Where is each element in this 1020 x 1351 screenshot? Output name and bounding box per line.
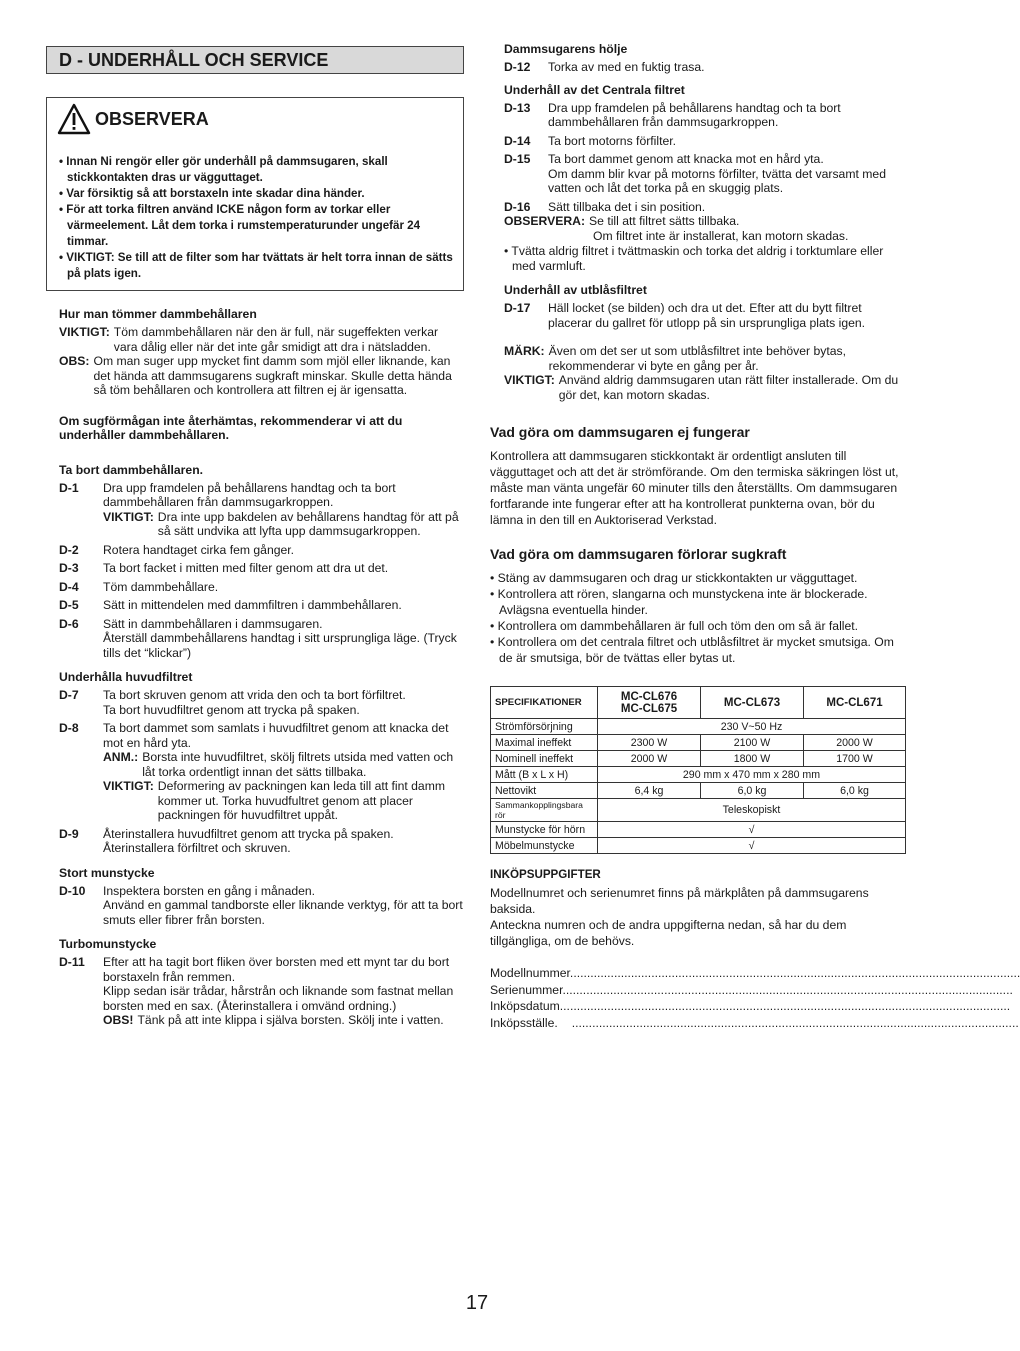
step-code: D-3: [59, 561, 79, 575]
observera-text: Se till att filtret sätts tillbaka.: [589, 214, 740, 228]
spec-value: 2000 W: [598, 751, 701, 767]
spec-value: 1800 W: [701, 751, 804, 767]
central-filter-heading: Underhåll av det Centrala filtret: [504, 82, 685, 97]
empty-container-heading: Hur man tömmer dammbehållaren: [59, 307, 257, 321]
purchase-text: Anteckna numren och de andra uppgifterna nedan, så har du dem tillgängliga, om de behövs.: [490, 918, 847, 948]
step-text: Töm dammbehållare.: [103, 579, 219, 594]
spec-row: [491, 719, 906, 735]
step-row: [59, 580, 464, 595]
step-row: [59, 598, 464, 613]
step-code: D-14: [504, 133, 531, 148]
spec-table: [490, 686, 906, 854]
step-row: [59, 721, 464, 823]
step-row: [504, 101, 908, 130]
step-text: Klipp sedan isär trådar, hårstrån och liknande som fastnat mellan borsten med en sax. (Återinstallera i omvänd ordning.): [103, 984, 454, 1013]
warning-bullet: • Tvätta aldrig filtret i tvättmaskin och torka det aldrig i torktumlare eller med varmluft.: [504, 244, 884, 273]
purchase-text: Modellnumret och serienumret finns på märkplåten på dammsugarens baksida.: [490, 886, 869, 916]
step-code: D-8: [59, 721, 79, 735]
step-text: Torka av med en fuktig trasa.: [548, 60, 705, 74]
spec-value: 290 mm x 470 mm x 280 mm: [598, 767, 906, 783]
anm-label: ANM.:: [103, 750, 139, 764]
field-dots: ....................................................................................................................................: [563, 999, 1011, 1013]
spec-header-cell: MC-CL673: [701, 687, 804, 719]
field-label: Inköpsställe.: [490, 1015, 558, 1030]
spec-label: Mått (B x L x H): [491, 767, 598, 783]
step-code: D-5: [59, 598, 79, 612]
viktigt-text: Dra inte upp bakdelen av behållarens handtag för att på så sätt undvika att lyfta upp dammsugarkroppen.: [157, 509, 459, 538]
field-label: Inköpsdatum.: [490, 999, 564, 1013]
spec-value: 2100 W: [701, 735, 804, 751]
step-text: Häll locket (se bilden) och dra ut det. Efter att du bytt filtret placerar du gallret för utlopp på sin ursprungliga plats igen.: [548, 301, 866, 330]
step-row: [504, 200, 908, 215]
obs-label: OBS:: [59, 354, 90, 368]
field-label: Serienummer.: [490, 982, 566, 997]
step-text: Sätt in mittendelen med dammfiltren i dammbehållaren.: [103, 598, 402, 612]
step-row: [59, 543, 464, 558]
step-text: Dra upp framdelen på behållarens handtag och ta bort dammbehållaren från dammsugarkroppen.: [103, 480, 396, 509]
viktigt-label: VIKTIGT:: [59, 325, 110, 339]
warning-item: • För att torka filtren använd ICKE någon form av torkar eller värmeelement. Låt dem torka i rumstemperaturunder ungefär 24 timmar.: [59, 203, 421, 248]
turbo-nozzle-heading: Turbomunstycke: [59, 937, 157, 951]
step-row: [59, 617, 464, 661]
warning-item: • Innan Ni rengör eller gör underhåll på dammsugaren, skall stickkontakten dras ur vägguttaget.: [59, 155, 388, 184]
suction-bullet: • Kontrollera om det centrala filtret och utblåsfiltret är mycket smutsiga. Om de är smutsiga, bör de tvättas eller bytas ut.: [490, 635, 894, 665]
viktigt-label: VIKTIGT:: [103, 779, 154, 793]
viktigt-text: Använd aldrig dammsugaren utan rätt filter installerade. Om du gör det, kan motorn skadas.: [558, 373, 899, 402]
spec-header-cell: MC-CL671: [804, 687, 906, 719]
spec-header-cell: [598, 687, 701, 719]
spec-label: Möbelmunstycke: [491, 838, 598, 854]
right-column: [504, 40, 908, 402]
step-code: D-16: [504, 199, 531, 214]
step-text: Använd en gammal tandborste eller liknande verktyg, för att ta bort smuts eller fibrer från borsten.: [103, 898, 463, 927]
spec-value: 6,0 kg: [701, 783, 804, 799]
spec-header-cell: SPECIFIKATIONER: [491, 687, 598, 719]
observera-label: OBSERVERA:: [504, 214, 586, 228]
step-code: D-10: [59, 883, 86, 898]
observera-text: Om filtret inte är installerat, kan motorn skadas.: [593, 228, 849, 243]
step-code: D-11: [59, 955, 85, 969]
step-text: Inspektera borsten en gång i månaden.: [103, 883, 316, 898]
spec-label: Nettovikt: [491, 783, 598, 799]
spec-header-row: [491, 687, 906, 719]
mark-label: MÄRK:: [504, 344, 545, 358]
step-code: D-15: [504, 152, 531, 166]
spec-label: Maximal ineffekt: [491, 735, 598, 751]
spec-value: √: [598, 822, 906, 838]
step-text: Återinstallera förfiltret och skruven.: [103, 841, 291, 855]
model-label: MC-CL675: [620, 702, 678, 715]
spec-value: 2000 W: [804, 735, 906, 751]
step-text: Ta bort dammet genom att knacka mot en hård yta.: [548, 152, 824, 166]
spec-row: [491, 783, 906, 799]
step-text: Återställ dammbehållarens handtag i sitt ursprungliga läge. (Tryck tills det “klickar”): [103, 631, 457, 660]
step-text: Ta bort dammet som samlats i huvudfiltret genom att knacka det mot en hård yta.: [103, 721, 449, 750]
field-dots: ....................................................................................................................................: [571, 1015, 1019, 1030]
field-label: Modellnummer.: [490, 966, 574, 980]
field-dots: ....................................................................................................................................: [573, 966, 1020, 980]
step-text: Ta bort skruven genom att vrida den och ta bort förfiltret.: [103, 688, 406, 702]
step-text: Ta bort motorns förfilter.: [548, 133, 677, 148]
warning-title: OBSERVERA: [95, 108, 209, 129]
spec-value: √: [598, 838, 906, 854]
suction-note: Om sugförmågan inte återhämtas, rekommenderar vi att du underhåller dammbehållaren.: [59, 413, 403, 442]
step-row: [504, 134, 908, 149]
purchase-field: [490, 1015, 1019, 1032]
right-column-lower: [490, 424, 1020, 1031]
spec-value: 230 V~50 Hz: [598, 719, 906, 735]
left-column: [46, 40, 464, 1032]
anm-text: Borsta inte huvudfiltret, skölj filtrets utsida med vatten och låt torka ordentligt innan det sätts tillbaka.: [142, 750, 454, 779]
step-row: [59, 561, 464, 576]
spec-row: [491, 799, 906, 822]
suction-bullet: • Kontrollera om dammbehållaren är full och töm den om så är fallet.: [490, 619, 859, 633]
warning-item: • VIKTIGT: Se till att de filter som har tvättats är helt torra innan de sätts på plats igen.: [59, 251, 453, 280]
step-text: Sätt tillbaka det i sin position.: [548, 199, 706, 214]
step-code: D-7: [59, 688, 79, 702]
step-row: [504, 301, 908, 330]
warning-triangle-icon: [57, 103, 91, 135]
main-filter-heading: Underhålla huvudfiltret: [59, 670, 193, 684]
spec-value: 6,4 kg: [598, 783, 701, 799]
step-code: D-2: [59, 542, 79, 557]
step-text: Rotera handtaget cirka fem gånger.: [103, 542, 295, 557]
purchase-field: [490, 965, 1020, 982]
suction-bullet: • Stäng av dammsugaren och drag ur stickkontakten ur vägguttaget.: [490, 571, 858, 585]
step-row: [504, 152, 908, 196]
step-code: D-12: [504, 60, 531, 74]
field-dots: ....................................................................................................................................: [565, 982, 1013, 997]
spec-row: [491, 822, 906, 838]
step-code: D-9: [59, 826, 79, 841]
step-row: [504, 60, 908, 75]
step-code: D-6: [59, 616, 79, 631]
obs-text: Om man suger upp mycket fint damm som mjöl eller liknande, kan det hända att dammsugarens sugkraft minskar. Skulle detta hända så töm behållaren och kontrollera att filtren ej är igensatta.: [93, 354, 452, 397]
cover-heading: Dammsugarens hölje: [504, 42, 628, 56]
step-code: D-1: [59, 480, 79, 495]
section-header: D - UNDERHÅLL OCH SERVICE: [46, 46, 464, 74]
page-number: 17: [465, 1292, 489, 1314]
warning-item: • Var försiktig så att borstaxeln inte skadar dina händer.: [59, 187, 365, 200]
spec-label: Munstycke för hörn: [491, 822, 598, 838]
step-row: [59, 955, 464, 1028]
step-text: Ta bort huvudfiltret genom att trycka på spaken.: [103, 702, 360, 717]
step-row: [59, 884, 464, 928]
step-text: Ta bort facket i mitten med filter genom att dra ut det.: [103, 561, 389, 575]
suction-bullet: • Kontrollera att rören, slangarna och munstyckena inte är blockerade. Avlägsna eventuella hinder.: [490, 587, 868, 617]
step-text: Om damm blir kvar på motorns förfilter, tvätta det varsamt med vatten och låt det torka på en skuggig plats.: [548, 166, 886, 195]
big-nozzle-heading: Stort munstycke: [59, 865, 155, 880]
spec-value: 2300 W: [598, 735, 701, 751]
spec-row: [491, 767, 906, 783]
step-code: D-17: [504, 301, 531, 315]
step-text: Dra upp framdelen på behållarens handtag och ta bort dammbehållaren från dammsugarkroppen.: [548, 100, 841, 129]
spec-label: Sammankopplingsbara rör: [491, 799, 598, 822]
step-row: [59, 688, 464, 717]
purchase-field: [490, 982, 1013, 999]
viktigt-text: Deformering av packningen kan leda till att fint damm kommer ut. Torka huvudfultret genom att placer packningen för huvudfiltret uppåt.: [157, 779, 446, 822]
spec-value: 6,0 kg: [804, 783, 906, 799]
warning-box: [46, 97, 464, 291]
step-text: Sätt in dammbehållaren i dammsugaren.: [103, 616, 323, 631]
viktigt-text: Töm dammbehållaren när den är full, när sugeffekten verkar vara dålig eller när det inte går smidigt att dra i nätsladden.: [113, 325, 439, 354]
spec-label: Strömförsörjning: [491, 719, 598, 735]
step-text: Efter att ha tagit bort fliken över borsten med ett mynt tar du bort borstaxeln från remmen.: [103, 955, 450, 984]
step-code: D-4: [59, 579, 79, 594]
obs-label: OBS!: [103, 1013, 134, 1027]
not-working-heading: Vad göra om dammsugaren ej fungerar: [490, 424, 750, 440]
not-working-text: Kontrollera att dammsugaren stickkontakt är ordentligt ansluten till vägguttaget och att det är strömförande. Om den termiska säkringen löst ut, måste man vänta ungefär 60 minuter tills den återställts. Om dammsugaren fortfarande inte fungerar efter att ha kontrollerat punkterna ovan, bör du lämna in den till en Auktoriserad Verkstad.: [490, 449, 899, 527]
obs-text: Tänk på att inte klippa i själva borsten. Skölj inte i vatten.: [137, 1013, 444, 1027]
spec-row: [491, 838, 906, 854]
step-code: D-13: [504, 100, 531, 115]
purchase-field: [490, 998, 1011, 1015]
spec-value: 1700 W: [804, 751, 906, 767]
warning-list: [57, 154, 453, 282]
spec-label: Nominell ineffekt: [491, 751, 598, 767]
remove-container-heading: Ta bort dammbehållaren.: [59, 462, 204, 477]
viktigt-label: VIKTIGT:: [103, 509, 154, 524]
step-row: [59, 481, 464, 539]
suction-loss-heading: Vad göra om dammsugaren förlorar sugkraft: [490, 546, 787, 562]
step-row: [59, 827, 464, 856]
viktigt-label: VIKTIGT:: [504, 373, 555, 387]
model-label: MC-CL676: [620, 690, 678, 703]
step-text: Återinstallera huvudfiltret genom att trycka på spaken.: [103, 826, 394, 841]
exhaust-filter-heading: Underhåll av utblåsfiltret: [504, 283, 647, 297]
spec-row: [491, 735, 906, 751]
purchase-heading: INKÖPSUPPGIFTER: [490, 868, 601, 881]
mark-text: Även om det ser ut som utblåsfiltret inte behöver bytas, rekommenderar vi byte en gång per år.: [548, 344, 847, 373]
spec-value: Teleskopiskt: [598, 799, 906, 822]
spec-row: [491, 751, 906, 767]
purchase-fields: [490, 965, 1020, 1031]
